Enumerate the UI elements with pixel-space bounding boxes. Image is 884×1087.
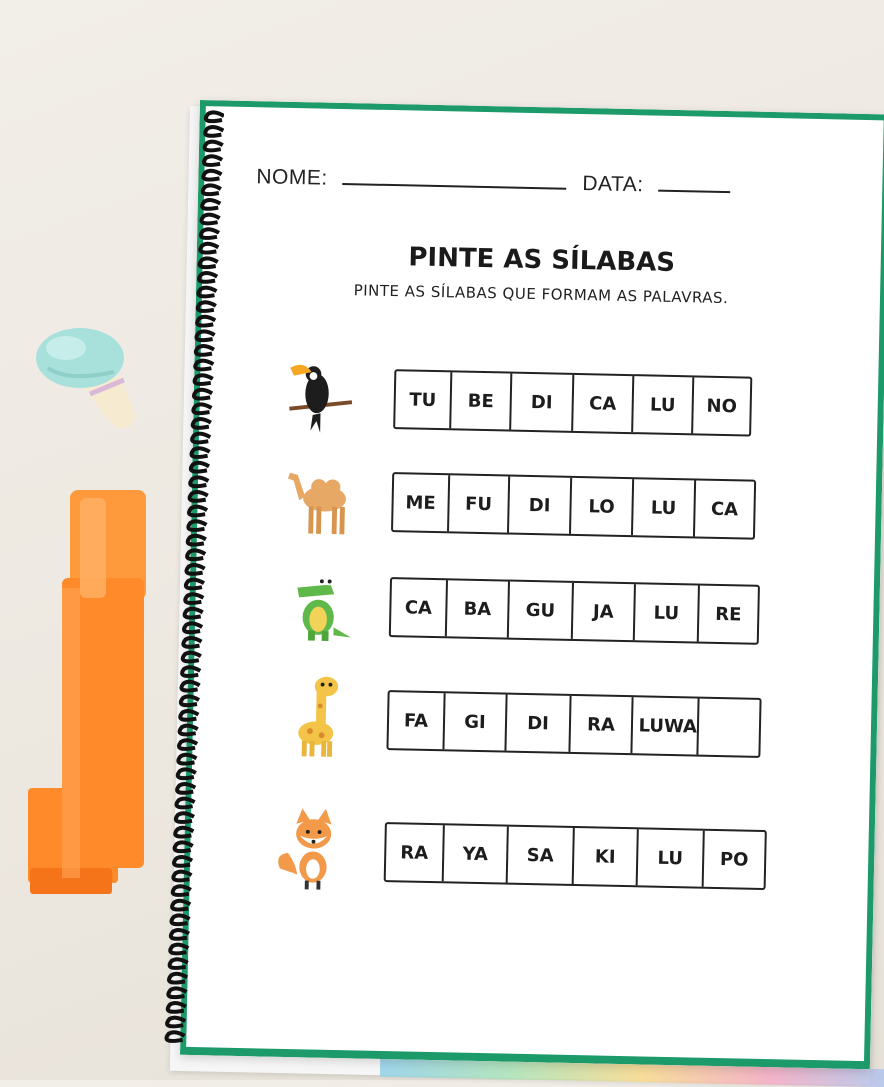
syllable-box[interactable]: NO [706,395,738,417]
spiral-coil [202,200,220,209]
toucan-icon [283,359,363,441]
syllable-box[interactable] [698,699,759,756]
syllable-box[interactable]: LU [635,584,700,641]
worksheet-subtitle: PINTE AS SÍLABAS QUE FORMAM AS PALAVRAS. [353,281,729,308]
spiral-coil [173,886,191,895]
spiral-coil [201,215,219,224]
spiral-coil [168,988,186,997]
spiral-coil [192,434,210,443]
spiral-coil [193,404,211,413]
spiral-coil [183,653,201,662]
syllable-box[interactable]: LUWA [632,697,699,754]
spiral-coil [200,258,218,267]
syllable-box[interactable]: LO [571,478,634,535]
spiral-coil [195,361,213,370]
syllable-boxes [389,577,760,645]
spiral-coil [205,127,223,136]
spiral-coil [171,930,189,939]
spiral-coil [203,171,221,180]
syllable-boxes [393,369,752,436]
worksheet-page [180,100,884,1069]
highlighter-marker [22,488,152,898]
name-label: NOME: [256,165,328,190]
spiral-coil [206,112,224,121]
syllable-box[interactable]: LU [638,829,705,886]
spiral-coil [185,609,203,618]
spiral-coil [205,142,223,151]
spiral-coil [195,375,213,384]
spiral-coil [200,244,218,253]
syllable-boxes [386,690,761,758]
syllable-box[interactable]: CA [710,498,739,520]
spiral-coil [190,492,208,501]
syllable-box[interactable]: KI [574,828,639,885]
crocodile-icon [279,567,359,649]
syllable-box[interactable]: BE [451,372,512,429]
syllable-row [276,688,837,762]
syllable-box[interactable]: LU [633,479,696,536]
spiral-coil [198,302,216,311]
date-field-line [658,190,730,194]
syllable-box[interactable]: SA [508,827,575,884]
spiral-coil [166,1032,184,1041]
spiral-coil [168,1003,186,1012]
spiral-coil [181,696,199,705]
camel-icon [281,462,361,544]
syllable-box[interactable]: DI [506,695,571,752]
spiral-coil [176,813,194,822]
syllable-box[interactable]: GU [509,582,574,639]
spiral-coil [188,536,206,545]
syllable-box[interactable]: TU [395,371,452,428]
syllable-row [274,820,835,894]
spiral-coil [191,463,209,472]
spiral-coil [196,346,214,355]
spiral-coil [189,507,207,516]
spiral-coil [194,390,212,399]
spiral-coil [170,959,188,968]
spiral-coil [191,448,209,457]
eraser-object [28,318,148,438]
syllable-box[interactable]: CA [573,375,634,432]
syllable-box[interactable]: RE [715,603,742,625]
spiral-coil [174,857,192,866]
spiral-coil [178,769,196,778]
spiral-coil [167,1018,185,1027]
spiral-coil [175,828,193,837]
spiral-coil [204,156,222,165]
syllable-box[interactable]: ME [393,474,450,531]
spiral-coil [181,682,199,691]
spiral-coil [188,521,206,530]
spiral-coil [182,667,200,676]
syllable-box[interactable]: FA [388,692,445,749]
syllable-box[interactable]: RA [386,824,445,881]
spiral-coil [176,799,194,808]
syllable-row [281,470,842,544]
spiral-coil [199,273,217,282]
spiral-coil [196,331,214,340]
spiral-coil [190,477,208,486]
spiral-coil [203,185,221,194]
name-field-line [342,183,566,190]
spiral-binding [160,106,224,1066]
syllable-box[interactable]: YA [444,825,509,882]
spiral-coil [187,550,205,559]
syllable-box[interactable]: LU [633,376,694,433]
spiral-coil [175,842,193,851]
spiral-coil [178,755,196,764]
syllable-row [279,575,840,649]
syllable-boxes [384,822,767,890]
syllable-box[interactable]: RA [570,696,633,753]
spiral-coil [180,726,198,735]
spiral-coil [185,594,203,603]
date-label: DATA: [582,172,644,197]
spiral-coil [193,419,211,428]
spiral-coil [173,872,191,881]
syllable-box[interactable]: GI [444,693,507,750]
syllable-box[interactable]: DI [511,374,574,431]
spiral-coil [186,580,204,589]
fox-icon [273,802,353,896]
spiral-coil [201,229,219,238]
syllable-box[interactable]: PO [719,848,749,871]
spiral-coil [170,945,188,954]
spiral-coil [169,974,187,983]
spiral-coil [172,901,190,910]
spiral-coil [198,288,216,297]
spiral-coil [184,623,202,632]
giraffe-icon [276,670,356,764]
spiral-coil [179,740,197,749]
syllable-boxes [391,472,756,540]
syllable-box[interactable]: BA [447,580,510,637]
worksheet-title: PINTE AS SÍLABAS [408,242,676,278]
spiral-notebook [160,96,884,1080]
syllable-box[interactable]: JA [573,583,636,640]
spiral-coil [177,784,195,793]
spiral-coil [186,565,204,574]
syllable-box[interactable]: DI [509,477,572,534]
syllable-row [283,367,844,441]
spiral-coil [197,317,215,326]
spiral-coil [171,915,189,924]
syllable-box[interactable]: CA [391,579,448,636]
syllable-box[interactable]: FU [449,475,510,532]
spiral-coil [183,638,201,647]
spiral-coil [180,711,198,720]
